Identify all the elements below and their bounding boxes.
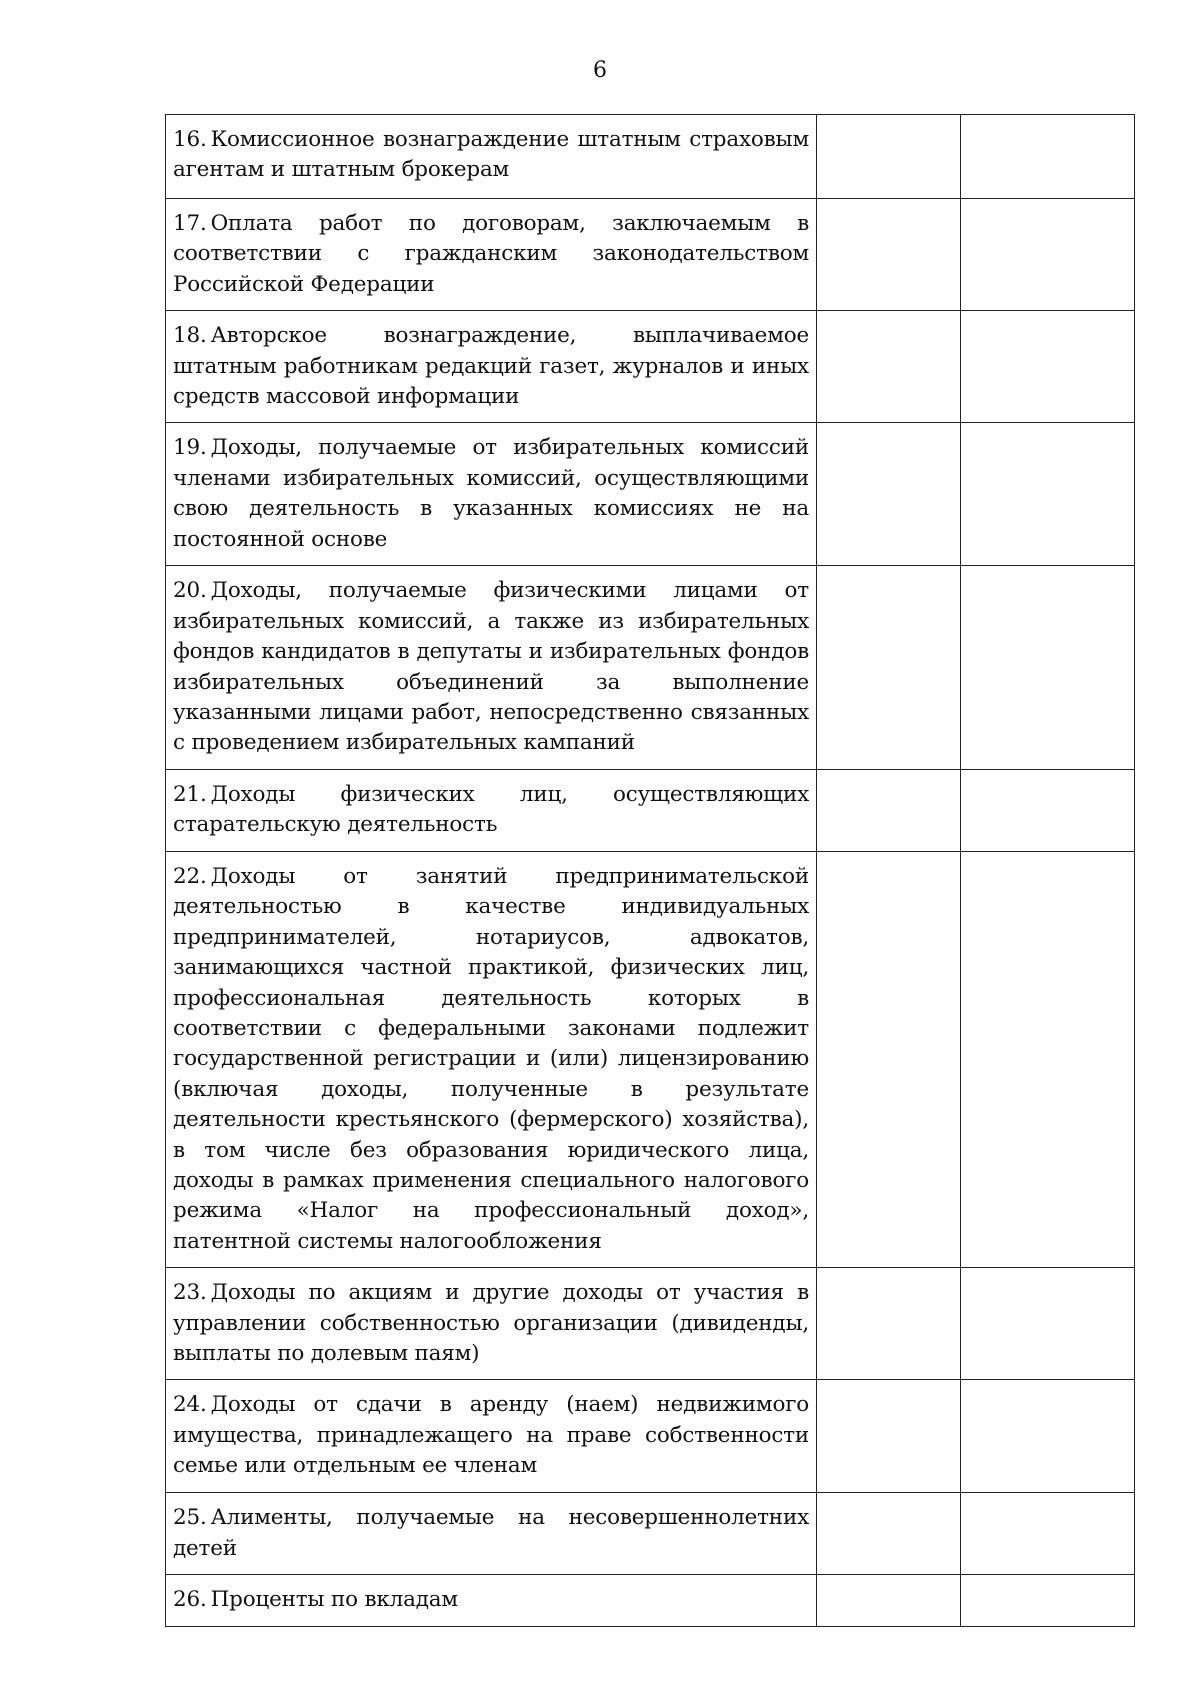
row-number: 21. xyxy=(173,781,207,807)
value-cell-2[interactable] xyxy=(961,1493,1135,1575)
value-cell-2[interactable] xyxy=(961,566,1135,769)
table-row xyxy=(166,1493,1135,1575)
value-cell-1[interactable] xyxy=(817,769,961,851)
value-cell-2[interactable] xyxy=(961,423,1135,566)
table-row xyxy=(166,115,1135,199)
row-text: Доходы по акциям и другие доходы от участия в управлении собственностью организации (дивиденды, выплаты по долевым паям) xyxy=(173,1280,809,1366)
value-cell-1[interactable] xyxy=(817,1493,961,1575)
row-number: 17. xyxy=(173,211,207,236)
table-row xyxy=(166,1380,1135,1493)
income-type-cell xyxy=(166,1493,817,1575)
value-cell-1[interactable] xyxy=(817,566,961,769)
row-number: 24. xyxy=(173,1392,207,1418)
value-cell-1[interactable] xyxy=(817,1575,961,1627)
table-row xyxy=(166,423,1135,566)
value-cell-2[interactable] xyxy=(961,311,1135,423)
table-row xyxy=(166,566,1135,769)
income-type-cell xyxy=(166,311,817,423)
row-text: Доходы, получаемые от избирательных комиссий членами избирательных комиссий, осуществляющими свою деятельность в указанных комиссиях не на постоянной основе xyxy=(173,435,809,552)
value-cell-1[interactable] xyxy=(817,311,961,423)
row-number: 16. xyxy=(173,127,207,152)
income-table xyxy=(165,114,1135,1627)
row-number: 23. xyxy=(173,1280,207,1306)
table-row xyxy=(166,199,1135,311)
value-cell-2[interactable] xyxy=(961,1575,1135,1627)
page-number: 6 xyxy=(593,58,607,83)
row-text: Комиссионное вознаграждение штатным страховым агентам и штатным брокерам xyxy=(173,127,809,183)
row-number: 26. xyxy=(173,1587,207,1613)
row-number: 18. xyxy=(173,323,207,349)
row-text: Оплата работ по договорам, заключаемым в соответствии с гражданским законодательством Российской Федерации xyxy=(173,211,809,297)
value-cell-1[interactable] xyxy=(817,115,961,199)
row-text: Доходы физических лиц, осуществляющих старательскую деятельность xyxy=(173,781,809,838)
value-cell-1[interactable] xyxy=(817,851,961,1267)
row-number: 22. xyxy=(173,863,207,889)
income-type-cell xyxy=(166,1268,817,1380)
income-type-cell xyxy=(166,1575,817,1627)
income-type-cell xyxy=(166,199,817,311)
income-type-cell xyxy=(166,851,817,1267)
income-type-cell xyxy=(166,1380,817,1493)
table-row xyxy=(166,1575,1135,1627)
row-number: 25. xyxy=(173,1505,207,1531)
value-cell-2[interactable] xyxy=(961,1380,1135,1493)
table-row xyxy=(166,311,1135,423)
value-cell-1[interactable] xyxy=(817,199,961,311)
row-text: Проценты по вкладам xyxy=(210,1587,458,1613)
value-cell-1[interactable] xyxy=(817,1380,961,1493)
row-text: Алименты, получаемые на несовершеннолетних детей xyxy=(173,1505,809,1561)
row-text: Доходы от занятий предпринимательской деятельностью в качестве индивидуальных предпринимателей, нотариусов, адвокатов, занимающихся частной практикой, физических лиц, профессиональная деятельность которых в соответствии с федеральными законами подлежит государственной регистрации и (или) лицензированию (включая доходы, полученные в результате деятельности крестьянского (фермерского) хозяйства), в том числе без образования юридического лица, доходы в рамках применения специального налогового режима «Налог на профессиональный доход», патентной системы налогообложения xyxy=(173,863,809,1254)
row-text: Доходы, получаемые физическими лицами от избирательных комиссий, а также из избирательных фондов кандидатов в депутаты и избирательных фондов избирательных объединений за выполнение указанными лицами работ, непосредственно связанных с проведением избирательных кампаний xyxy=(173,578,809,756)
value-cell-2[interactable] xyxy=(961,851,1135,1267)
table-row xyxy=(166,1268,1135,1380)
income-type-cell xyxy=(166,423,817,566)
income-type-cell xyxy=(166,566,817,769)
table-row xyxy=(166,769,1135,851)
value-cell-2[interactable] xyxy=(961,199,1135,311)
row-text: Доходы от сдачи в аренду (наем) недвижимого имущества, принадлежащего на праве собственности семье или отдельным ее членам xyxy=(173,1392,809,1479)
table-row xyxy=(166,851,1135,1267)
value-cell-1[interactable] xyxy=(817,1268,961,1380)
row-text: Авторское вознаграждение, выплачиваемое штатным работникам редакций газет, журналов и иных средств массовой информации xyxy=(173,323,809,410)
row-number: 19. xyxy=(173,435,207,461)
value-cell-2[interactable] xyxy=(961,115,1135,199)
income-type-cell xyxy=(166,115,817,199)
value-cell-1[interactable] xyxy=(817,423,961,566)
income-type-cell xyxy=(166,769,817,851)
row-number: 20. xyxy=(173,578,207,604)
value-cell-2[interactable] xyxy=(961,1268,1135,1380)
value-cell-2[interactable] xyxy=(961,769,1135,851)
